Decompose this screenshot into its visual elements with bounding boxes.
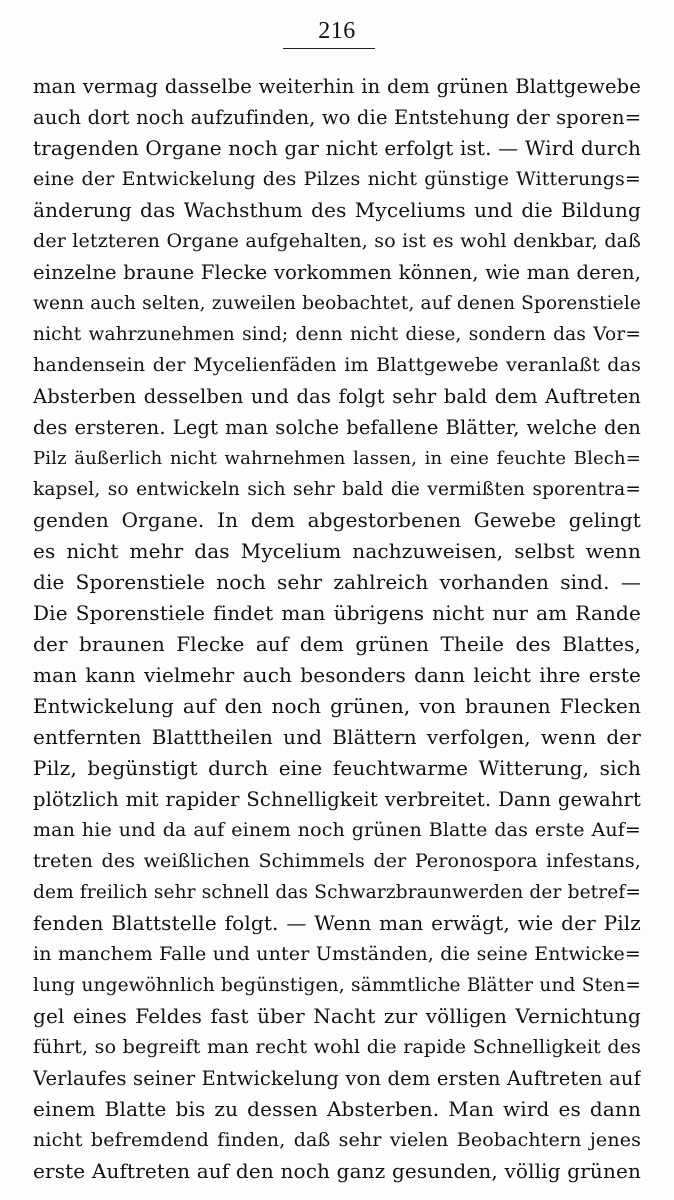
text-line: gel eines Feldes fast über Nacht zur völligen Vernichtung [33, 1004, 641, 1028]
text-line: kapsel, so entwickeln sich sehr bald die vermißten sporentra= [33, 479, 641, 500]
text-line: handensein der Mycelienfäden im Blattgewebe veranlaßt das [33, 354, 641, 376]
text-line: Die Sporenstiele findet man übrigens nicht nur am Rande [33, 601, 641, 625]
text-line: Verlaufes seiner Entwickelung von dem ersten Auftreten auf [33, 1067, 641, 1090]
page-number-rule [283, 48, 375, 49]
text-line: änderung das Wachsthum des Myceliums und die Bildung [33, 198, 641, 222]
text-line: eine der Entwickelung des Pilzes nicht günstige Witterungs= [33, 168, 641, 190]
text-line: die Sporenstiele noch sehr zahlreich vorhanden sind. — [33, 570, 641, 594]
text-line: man vermag dasselbe weiterhin in dem grünen Blattgewebe [33, 75, 641, 98]
text-line: Pilz, begünstigt durch eine feuchtwarme Witterung, sich [33, 756, 641, 780]
text-line: man hie und da auf einem noch grünen Blatte das erste Auf= [33, 819, 641, 841]
text-line: des ersteren. Legt man solche befallene Blätter, welche den [33, 416, 641, 439]
text-line: wenn auch selten, zuweilen beobachtet, auf denen Sporenstiele [33, 293, 641, 314]
text-line: entfernten Blatttheilen und Blättern verfolgen, wenn der [33, 725, 641, 749]
text-line: Absterben desselben und das folgt sehr bald dem Auftreten [33, 385, 641, 408]
text-line: Pilz äußerlich nicht wahrnehmen lassen, in eine feuchte Blech= [33, 448, 641, 469]
text-line: fenden Blattstelle folgt. — Wenn man erwägt, wie der Pilz [33, 911, 641, 935]
text-line: treten des weißlichen Schimmels der Peronospora infestans, [33, 850, 641, 872]
text-line: lung ungewöhnlich begünstigen, sämmtliche Blätter und Sten= [33, 975, 641, 996]
text-line: einem Blatte bis zu dessen Absterben. Man wird es dann [33, 1097, 641, 1121]
text-line: genden Organe. In dem abgestorbenen Gewebe gelingt [33, 508, 641, 532]
body-text [33, 71, 641, 1187]
text-line: einzelne braune Flecke vorkommen können, wie man deren, [33, 261, 641, 284]
text-line: Entwickelung auf den noch grünen, von braunen Flecken [33, 694, 641, 718]
text-line: tragenden Organe noch gar nicht erfolgt ist. — Wird durch [33, 136, 641, 160]
text-line: der letzteren Organe aufgehalten, so ist es wohl denkbar, daß [33, 230, 641, 252]
text-line: man kann vielmehr auch besonders dann leicht ihre erste [33, 663, 641, 687]
text-line: nicht befremdend finden, daß sehr vielen Beobachtern jenes [33, 1129, 641, 1151]
text-line: auch dort noch aufzufinden, wo die Entstehung der sporen= [33, 106, 641, 129]
text-line: plötzlich mit rapider Schnelligkeit verbreitet. Dann gewahrt [33, 788, 641, 811]
text-line: erste Auftreten auf den noch ganz gesunden, völlig grünen [33, 1159, 641, 1183]
page-number: 216 [318, 18, 356, 44]
text-line: in manchem Falle und unter Umständen, die seine Entwicke= [33, 943, 641, 965]
text-line: nicht wahrzunehmen sind; denn nicht diese, sondern das Vor= [33, 324, 641, 345]
text-line: der braunen Flecke auf dem grünen Theile des Blattes, [33, 632, 641, 656]
text-line: dem freilich sehr schnell das Schwarzbraunwerden der betref= [33, 882, 641, 903]
text-line: führt, so begreift man recht wohl die rapide Schnelligkeit des [33, 1036, 641, 1058]
text-line: es nicht mehr das Mycelium nachzuweisen, selbst wenn [33, 539, 641, 563]
